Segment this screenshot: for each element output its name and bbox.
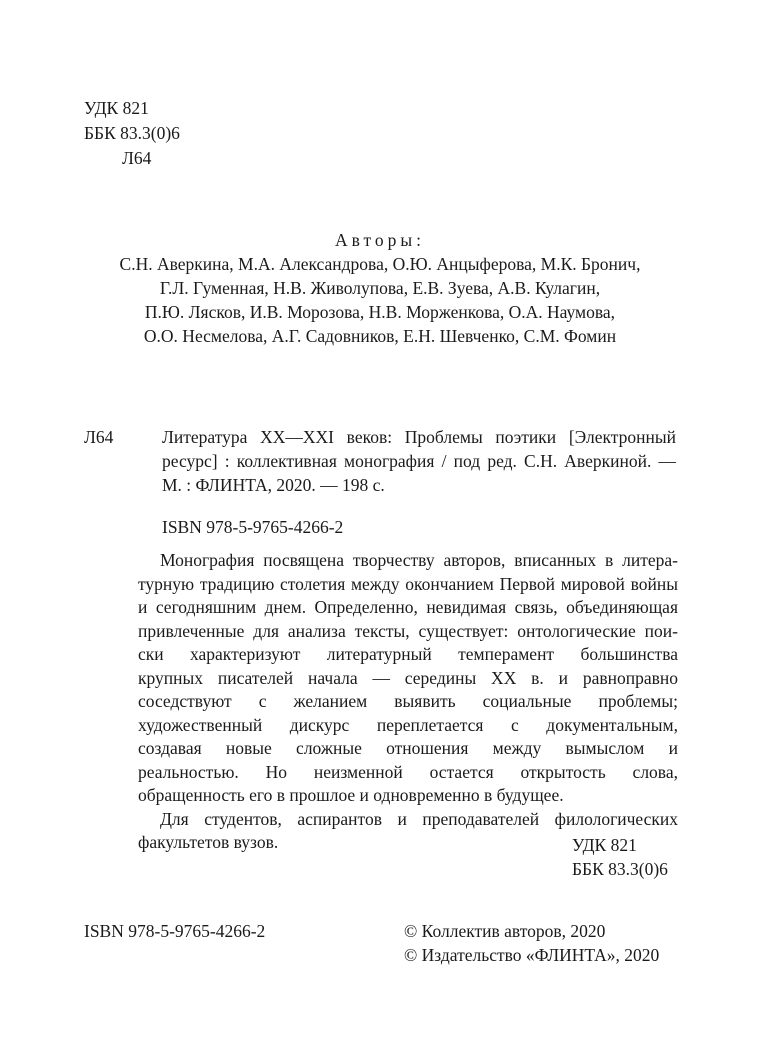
record-line: М. : ФЛИНТА, 2020. — 198 с. — [162, 475, 385, 495]
classification-bottom — [572, 833, 668, 881]
authors-line: П.Ю. Лясков, И.В. Морозова, Н.В. Морженкова, О.А. Наумова, — [144, 302, 616, 322]
annotation-line: соседствуют с желанием выявить социальные проблемы; — [138, 691, 678, 711]
annotation-line: и сегодняшним днем. Определенно, невидимая связь, объединяющая — [138, 597, 678, 617]
annotation-line: турную традицию столетия между окончанием Первой мировой войны — [138, 573, 678, 594]
udk-code-bottom: УДК 821 — [572, 835, 637, 855]
classification-block — [84, 96, 180, 171]
author-mark: Л64 — [122, 148, 152, 168]
annotation-line: привлеченные для анализа тексты, существует: онтологические пои- — [138, 620, 678, 641]
bibliographic-record — [162, 425, 676, 497]
authors-heading: Авторы: — [334, 230, 425, 250]
record-isbn: ISBN 978-5-9765-4266-2 — [162, 517, 344, 537]
footer-isbn: ISBN 978-5-9765-4266-2 — [84, 921, 266, 941]
bbk-code-bottom: ББК 83.3(0)6 — [572, 859, 668, 879]
annotation-line: обращенность его в прошлое и одновременно в будущее. — [138, 785, 564, 805]
authors-block — [60, 228, 700, 348]
record-line: Литература XX—XXI веков: Проблемы поэтики [Электронный — [162, 427, 676, 447]
copyright-authors: © Коллектив авторов, 2020 — [404, 921, 606, 941]
annotation-line: создавая новые сложные отношения между вымыслом и — [138, 738, 678, 758]
record-line: ресурс] : коллективная монография / под ред. С.Н. Аверкиной. — — [162, 451, 676, 471]
annotation-line: ски характеризуют литературный темперамент большинства — [138, 644, 678, 664]
bbk-code: ББК 83.3(0)6 — [84, 123, 180, 143]
annotation-line: реальностью. Но неизменной остается открытость слова, — [138, 761, 678, 782]
copyright-block — [404, 919, 659, 967]
annotation — [138, 549, 678, 855]
annotation-line: факультетов вузов. — [138, 832, 279, 852]
authors-line: О.О. Несмелова, А.Г. Садовников, Е.Н. Шевченко, С.М. Фомин — [143, 326, 617, 346]
udk-code: УДК 821 — [84, 98, 149, 118]
annotation-line: Монография посвящена творчеству авторов, вписанных в литера- — [160, 550, 678, 570]
copyright-publisher: © Издательство «ФЛИНТА», 2020 — [404, 945, 660, 965]
annotation-line: крупных писателей начала — середины XX в. и равноправно — [138, 667, 678, 688]
authors-line: Г.Л. Гуменная, Н.В. Живолупова, Е.В. Зуева, А.В. Кулагин, — [159, 278, 601, 298]
annotation-line: художественный дискурс переплетается с документальным, — [138, 714, 678, 735]
record-mark: Л64 — [84, 427, 114, 447]
authors-line: С.Н. Аверкина, М.А. Александрова, О.Ю. Анцыферова, М.К. Бронич, — [119, 254, 641, 274]
annotation-line: Для студентов, аспирантов и преподавателей филологических — [160, 808, 678, 829]
